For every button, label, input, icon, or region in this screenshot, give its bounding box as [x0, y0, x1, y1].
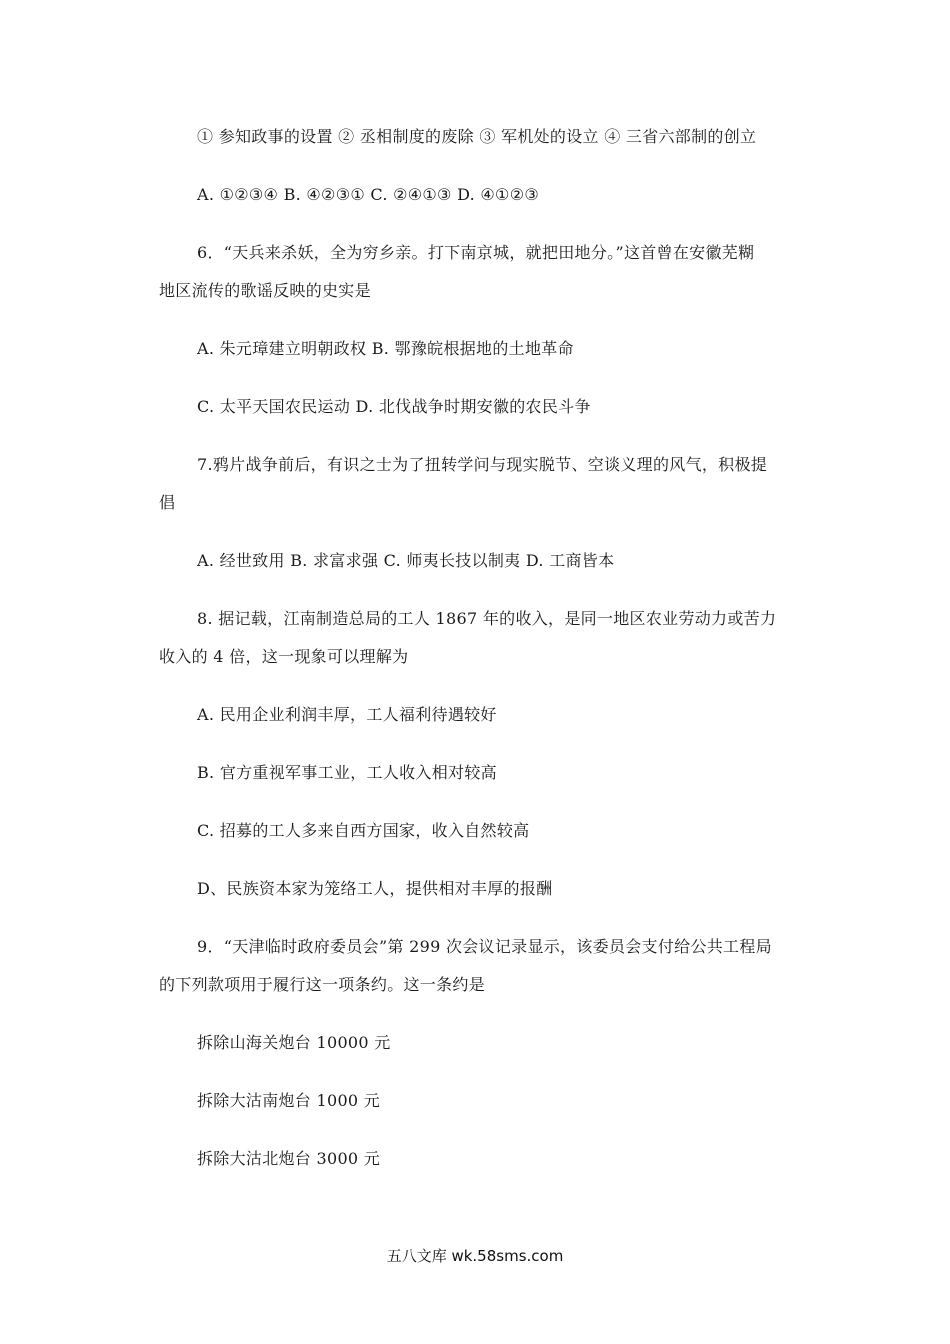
question-9-item-2: 拆除大沽南炮台 1000 元 — [197, 1091, 381, 1110]
question-6-stem-line-2: 地区流传的歌谣反映的史实是 — [159, 281, 371, 300]
question-8-stem-line-1: 8. 据记载，江南制造总局的工人 1867 年的收入，是同一地区农业劳动力或苦力 — [197, 609, 777, 628]
question-8-stem-line-2: 收入的 4 倍，这一现象可以理解为 — [159, 647, 409, 666]
question-9-stem-line-1: 9．“天津临时政府委员会”第 299 次会议记录显示，该委员会支付给公共工程局 — [197, 937, 772, 956]
question-6-choices-ab: A. 朱元璋建立明朝政权 B. 鄂豫皖根据地的土地革命 — [197, 339, 574, 358]
question-5-options-list: ① 参知政事的设置 ② 丞相制度的废除 ③ 军机处的设立 ④ 三省六部制的创立 — [197, 127, 757, 146]
question-9-item-3: 拆除大沽北炮台 3000 元 — [197, 1149, 381, 1168]
question-6-stem-line-1: 6．“天兵来杀妖，全为穷乡亲。打下南京城，就把田地分。”这首曾在安徽芜糊 — [197, 243, 755, 262]
question-5-answer-choices: A. ①②③④ B. ④②③① C. ②④①③ D. ④①②③ — [197, 185, 539, 204]
question-7-stem-line-1: 7.鸦片战争前后，有识之士为了扭转学问与现实脱节、空谈义理的风气，积极提 — [197, 455, 768, 474]
question-6-choices-cd: C. 太平天国农民运动 D. 北伐战争时期安徽的农民斗争 — [197, 397, 591, 416]
question-7-choices: A. 经世致用 B. 求富求强 C. 师夷长技以制夷 D. 工商皆本 — [197, 551, 615, 570]
question-8-choice-c: C. 招募的工人多来自西方国家，收入自然较高 — [197, 821, 530, 840]
question-8-choice-d: D、民族资本家为笼络工人，提供相对丰厚的报酬 — [197, 879, 553, 898]
question-7-stem-line-2: 倡 — [159, 493, 176, 512]
page-footer: 五八文库 wk.58sms.com — [386, 1247, 564, 1265]
question-9-stem-line-2: 的下列款项用于履行这一项条约。这一条约是 — [159, 975, 486, 994]
question-9-item-1: 拆除山海关炮台 10000 元 — [197, 1033, 391, 1052]
question-8-choice-a: A. 民用企业利润丰厚，工人福利待遇较好 — [197, 705, 497, 724]
question-8-choice-b: B. 官方重视军事工业，工人收入相对较高 — [197, 763, 497, 782]
